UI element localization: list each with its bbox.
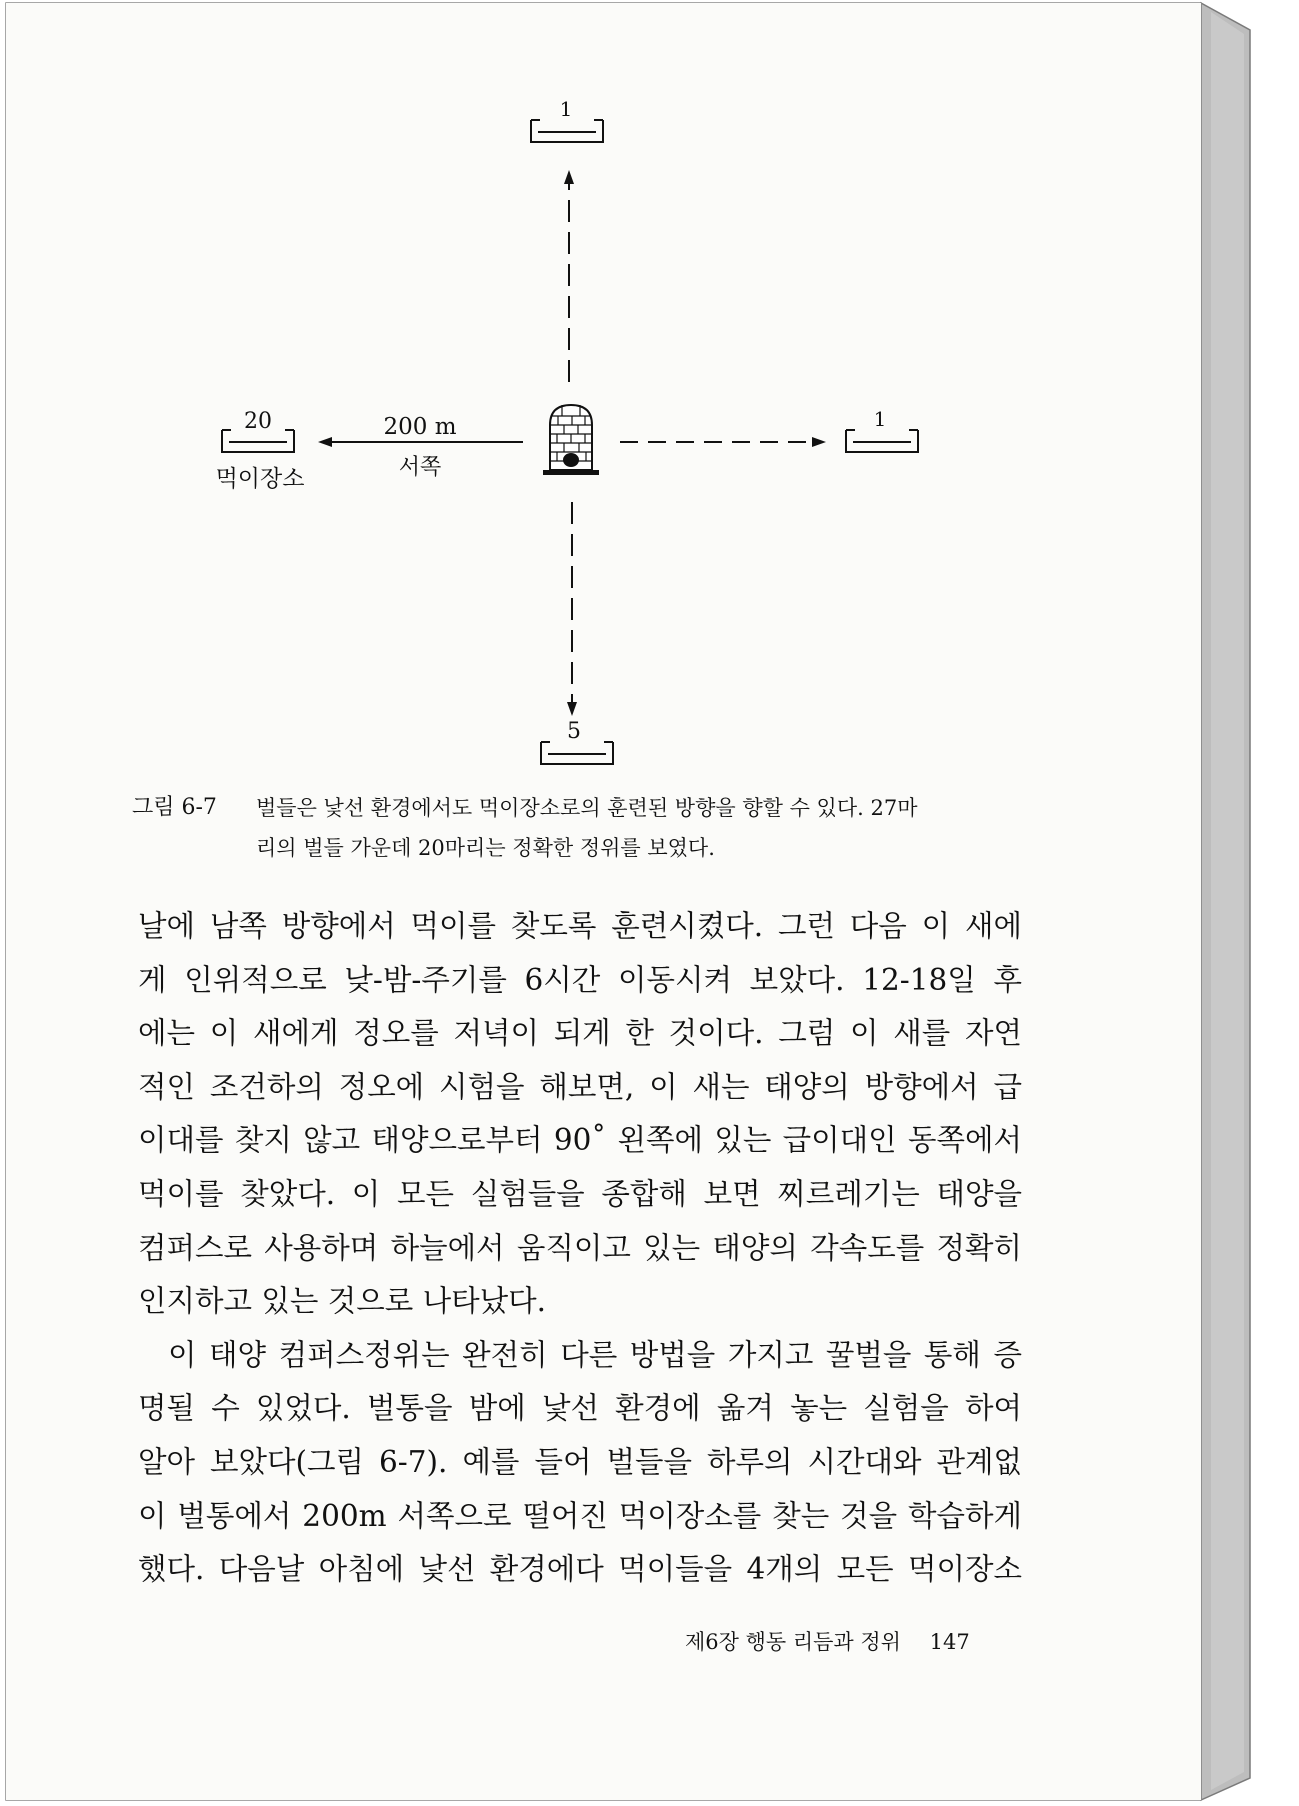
text-line: 인지하고 있는 것으로 나타났다. [138,1284,546,1319]
text-line: 게 인위적으로 낮-밤-주기를 6시간 이동시켜 보았다. 12-18일 후 [138,962,1022,997]
caption-line: 벌들은 낯선 환경에서도 먹이장소로의 훈련된 방향을 향할 수 있다. 27마 [256,796,918,820]
arrow-west-head [318,437,332,447]
distance-label: 200 m [383,414,457,440]
feeder-south [541,742,613,764]
east-count: 1 [873,407,887,431]
arrow-east-head [812,437,826,447]
caption-text [256,788,1156,868]
text-line: 했다. 다음날 아침에 낯선 환경에다 먹이들을 4개의 모든 먹이장소 [138,1552,1022,1587]
text-line: 날에 남쪽 방향에서 먹이를 찾도록 훈련시켰다. 그런 다음 이 새에 [138,909,1022,943]
text-line: 적인 조건하의 정오에 시험을 해보면, 이 새는 태양의 방향에서 급 [138,1069,1022,1104]
text-line: 이 벌통에서 200m 서쪽으로 떨어진 먹이장소를 찾는 것을 학습하게 [138,1498,1022,1533]
north-count: 1 [559,97,573,121]
direction-label: 서쪽 [398,455,442,480]
west-count: 20 [244,409,272,434]
text-line: 이 태양 컴퍼스정위는 완전히 다른 방법을 가지고 꿀벌을 통해 증 [168,1337,1022,1372]
text-line: 이대를 찾지 않고 태양으로부터 90˚ 왼쪽에 있는 급이대인 동쪽에서 [138,1123,1022,1158]
figure-6-7-diagram [0,0,1299,800]
text-line: 에는 이 새에게 정오를 저녁이 되게 한 것이다. 그럼 이 새를 자연 [138,1016,1022,1051]
text-line: 컴퍼스로 사용하며 하늘에서 움직이고 있는 태양의 각속도를 정확히 [138,1230,1022,1265]
body-text [138,900,1022,1597]
feeder-east [846,430,918,452]
feeder-north [531,120,603,142]
arrow-north-head [564,170,574,184]
page-number: 147 [929,1630,970,1654]
text-line: 명될 수 있었다. 벌통을 밤에 낯선 환경에 옮겨 놓는 실험을 하여 [138,1391,1022,1426]
caption-line: 리의 벌들 가운데 20마리는 정확한 정위를 보였다. [256,836,715,860]
beehive-icon [543,405,599,475]
page-footer [685,1626,970,1656]
chapter-title: 제6장 행동 리듬과 정위 [685,1630,901,1654]
south-count: 5 [567,719,581,744]
feeding-place-label: 먹이장소 [215,466,305,492]
text-line: 먹이를 찾았다. 이 모든 실험들을 종합해 보면 찌르레기는 태양을 [138,1176,1022,1211]
caption-label: 그림 6-7 [132,795,217,820]
text-line: 알아 보았다(그림 6-7). 예를 들어 벌들을 하루의 시간대와 관계없 [138,1444,1022,1479]
arrow-south-head [567,702,577,716]
